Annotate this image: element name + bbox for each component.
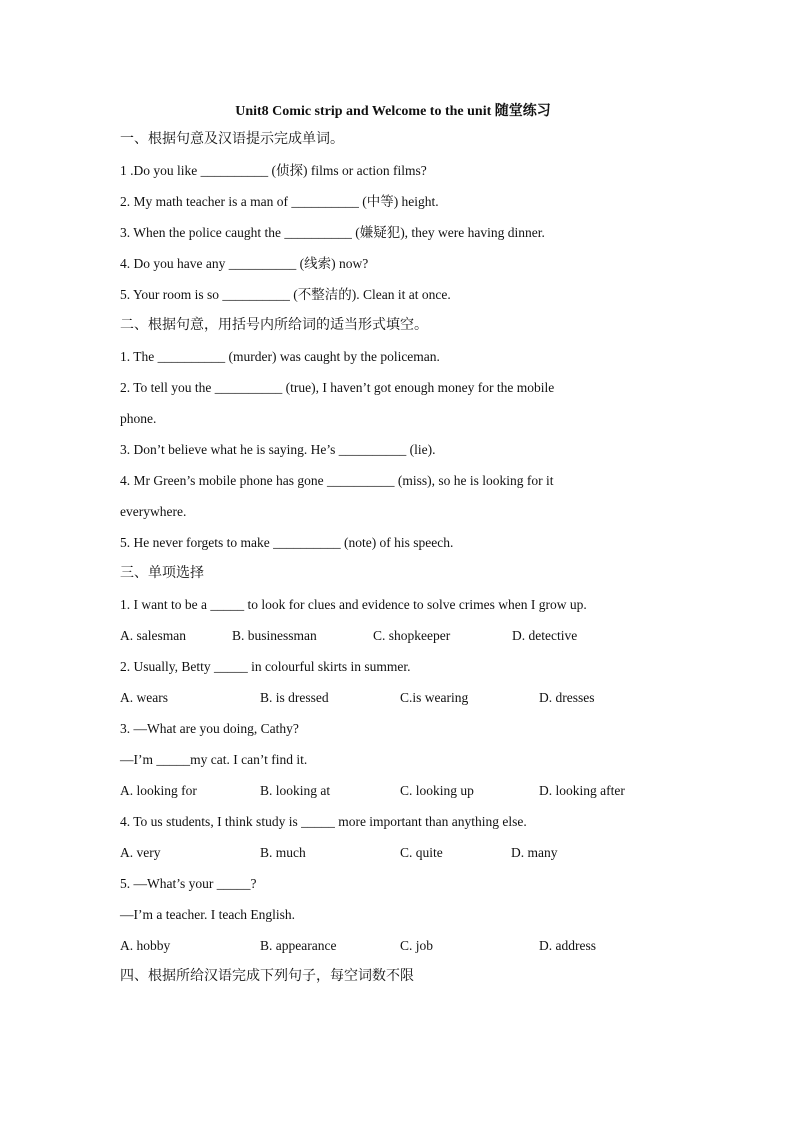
option: B. looking at xyxy=(260,783,331,798)
s3-q3-options xyxy=(120,775,676,806)
section-4-heading: 四、根据所给汉语完成下列句子，每空词数不限 xyxy=(120,968,414,984)
option: C.is wearing xyxy=(400,690,469,705)
option: B. businessman xyxy=(232,628,317,643)
s1-question-1: 1 .Do you like __________ (侦探) films or action films? xyxy=(120,163,427,178)
page-title: Unit8 Comic strip and Welcome to the unit 随堂练习 xyxy=(235,104,551,119)
option: B. appearance xyxy=(260,938,337,953)
s1-question-4: 4. Do you have any __________ (线索) now? xyxy=(120,256,369,271)
option: C. shopkeeper xyxy=(373,628,451,643)
s3-q1-options xyxy=(120,620,676,651)
option: A. very xyxy=(120,845,161,860)
s3-question-3-reply: —I’m _____my cat. I can’t find it. xyxy=(120,752,308,767)
s3-question-5: 5. —What’s your _____? xyxy=(120,876,257,891)
section-3-heading: 三、单项选择 xyxy=(120,565,204,581)
s2-question-1: 1. The __________ (murder) was caught by the policeman. xyxy=(120,349,440,364)
s3-q4-options xyxy=(120,837,676,868)
s3-q5-options xyxy=(120,930,676,961)
s3-question-5-reply: —I’m a teacher. I teach English. xyxy=(120,907,296,922)
section-2-heading: 二、根据句意，用括号内所给词的适当形式填空。 xyxy=(120,317,428,333)
s1-question-5: 5. Your room is so __________ (不整洁的). Clean it at once. xyxy=(120,287,451,302)
s1-question-2: 2. My math teacher is a man of __________ (中等) height. xyxy=(120,194,439,209)
option: D. address xyxy=(539,938,596,953)
s3-question-4: 4. To us students, I think study is _____ more important than anything else. xyxy=(120,814,527,829)
s3-question-2: 2. Usually, Betty _____ in colourful skirts in summer. xyxy=(120,659,411,674)
s2-question-4-cont: everywhere. xyxy=(120,504,187,519)
option: D. dresses xyxy=(539,690,595,705)
option: C. looking up xyxy=(400,783,474,798)
option: C. job xyxy=(400,938,434,953)
s2-question-5: 5. He never forgets to make __________ (note) of his speech. xyxy=(120,535,454,550)
option: D. looking after xyxy=(539,783,625,798)
s2-question-3: 3. Don’t believe what he is saying. He’s __________ (lie). xyxy=(120,442,436,457)
option: C. quite xyxy=(400,845,443,860)
s2-question-2: 2. To tell you the __________ (true), I haven’t got enough money for the mobile xyxy=(120,380,555,395)
s2-question-2-cont: phone. xyxy=(120,411,157,426)
option: B. is dressed xyxy=(260,690,329,705)
s3-question-1: 1. I want to be a _____ to look for clues and evidence to solve crimes when I grow up. xyxy=(120,597,587,612)
option: A. hobby xyxy=(120,938,171,953)
option: D. many xyxy=(511,845,558,860)
s3-q2-options xyxy=(120,682,676,713)
option: D. detective xyxy=(512,628,578,643)
worksheet-page xyxy=(120,100,676,992)
s1-question-3: 3. When the police caught the __________ (嫌疑犯), they were having dinner. xyxy=(120,225,545,240)
option: A. looking for xyxy=(120,783,197,798)
option: A. wears xyxy=(120,690,168,705)
option: B. much xyxy=(260,845,306,860)
option: A. salesman xyxy=(120,628,186,643)
s2-question-4: 4. Mr Green’s mobile phone has gone __________ (miss), so he is looking for it xyxy=(120,473,554,488)
section-1-heading: 一、根据句意及汉语提示完成单词。 xyxy=(120,131,344,147)
s3-question-3: 3. —What are you doing, Cathy? xyxy=(120,721,299,736)
